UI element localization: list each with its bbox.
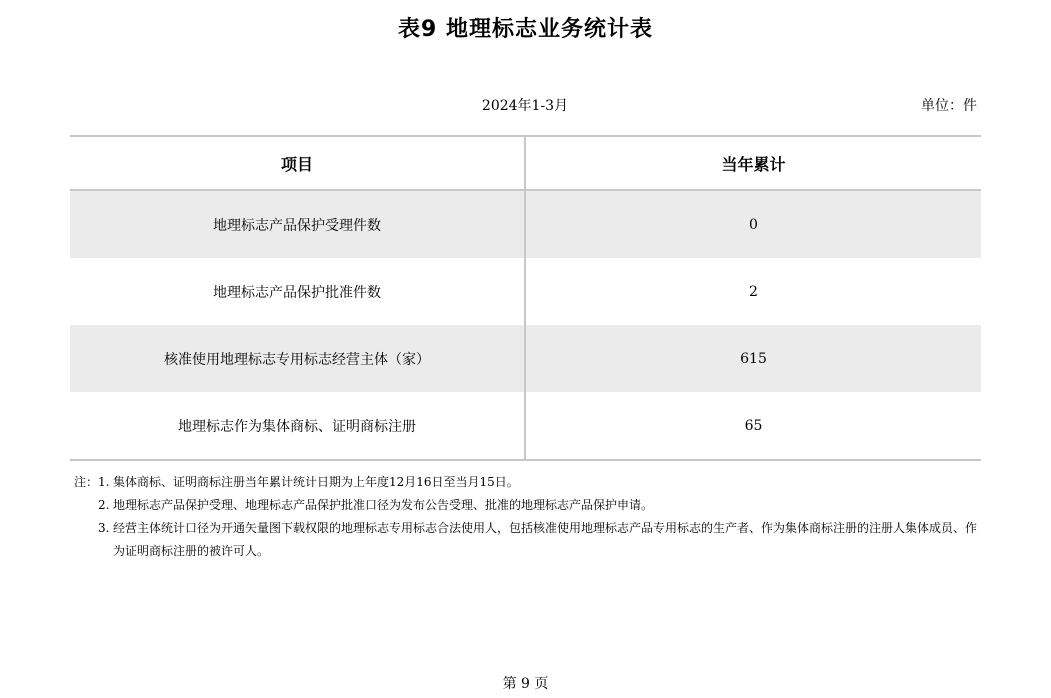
statistics-table xyxy=(70,135,981,461)
footnote-item xyxy=(74,471,984,494)
item-cell: 地理标志作为集体商标、证明商标注册 xyxy=(70,392,525,460)
footnote-text: 经营主体统计口径为开通矢量图下载权限的地理标志专用标志合法使用人，包括核准使用地理标志产品专用标志的生产者、作为集体商标注册的注册人集体成员、作为证明商标注册的被许可人。 xyxy=(113,521,978,558)
report-period: 2024年1-3月 xyxy=(481,98,569,114)
value-cell: 0 xyxy=(525,190,981,258)
table-row xyxy=(70,392,981,460)
column-header-item: 项目 xyxy=(70,136,525,190)
value-cell: 2 xyxy=(749,283,758,300)
footnotes xyxy=(74,471,984,563)
page-number: 第 9 页 xyxy=(502,676,549,692)
table-row xyxy=(70,190,981,258)
footnote-number: 2. xyxy=(98,498,110,512)
table-header-row xyxy=(70,136,981,190)
value-cell: 615 xyxy=(525,325,981,392)
footnote-lead: 注： xyxy=(74,475,99,489)
footnote-item xyxy=(74,494,984,517)
document-title: 表9 地理标志业务统计表 xyxy=(398,17,653,42)
column-header-cumulative: 当年累计 xyxy=(525,136,981,190)
table-row xyxy=(70,325,981,392)
table-row xyxy=(70,258,981,325)
footnote-number: 3. xyxy=(98,521,110,535)
unit-label: 单位：件 xyxy=(921,98,977,114)
item-cell: 地理标志产品保护受理件数 xyxy=(70,190,525,258)
item-cell: 核准使用地理标志专用标志经营主体（家） xyxy=(70,325,525,392)
footnote-text: 集体商标、证明商标注册当年累计统计日期为上年度12月16日至当月15日。 xyxy=(113,475,519,489)
footnote-number: 1. xyxy=(98,475,110,489)
item-cell: 地理标志产品保护批准件数 xyxy=(70,258,525,325)
footnote-item xyxy=(74,517,984,563)
value-cell: 65 xyxy=(744,417,763,434)
footnote-text: 地理标志产品保护受理、地理标志产品保护批准口径为发布公告受理、批准的地理标志产品保护申请。 xyxy=(113,498,654,512)
